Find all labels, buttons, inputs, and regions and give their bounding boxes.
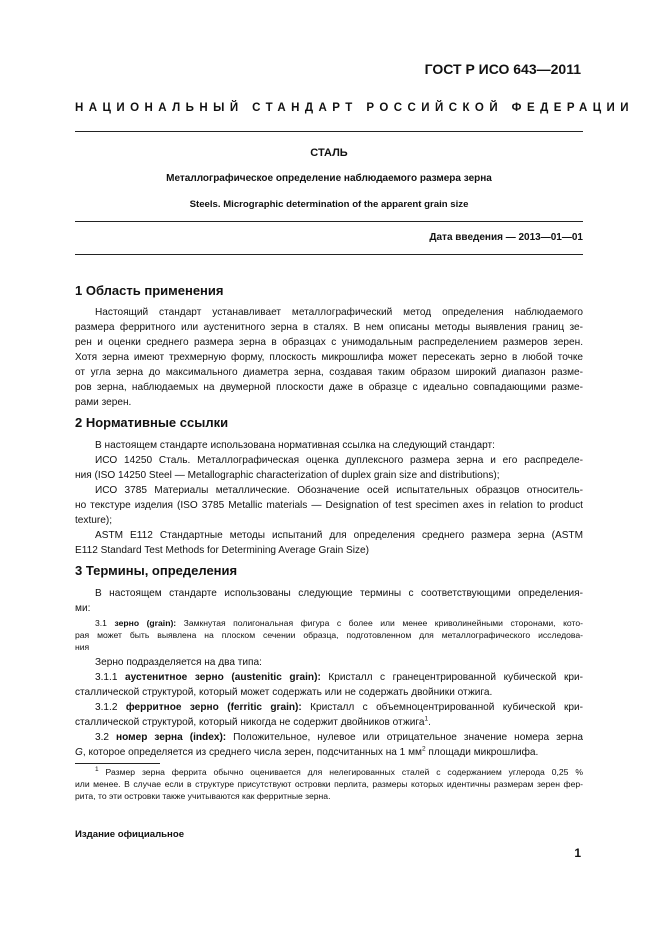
text-line: но текстуре изделия (ISO 3785 Metallic materials — Designation of test specimen axes in relation to product — [75, 500, 583, 511]
term-3-1-subdivision — [75, 655, 583, 760]
term-number: 3.1 — [95, 618, 107, 628]
text-line: ния (ISO 14250 Steel — Metallographic characterization of duplex grain size and distributions); — [75, 470, 500, 481]
section-2-body — [75, 438, 583, 558]
text-line: ИСО 14250 Сталь. Металлографическая оценка дуплексного размера зерна и его распределе- — [95, 455, 583, 466]
date-divider — [75, 254, 583, 255]
section-3-intro — [75, 586, 583, 616]
section-3-heading: 3 Термины, определения — [75, 563, 238, 578]
footnote — [75, 766, 583, 802]
section-1-body — [75, 305, 583, 410]
national-standard-banner: НАЦИОНАЛЬНЫЙ СТАНДАРТ РОССИЙСКОЙ ФЕДЕРАЦИИ — [75, 102, 634, 114]
text-line: площади микрошлифа. — [425, 747, 539, 758]
text-line: рая может быть выявлена на плоском сечении образца, подготовленном для металлографического исследова- — [75, 630, 583, 640]
footnote-text: Размер зерна феррита обычно оценивается для нелегированных сталей с содержанием углерода 0,25 % — [98, 767, 583, 777]
footnote-reference[interactable]: 1 — [424, 715, 429, 723]
section-1-heading: 1 Область применения — [75, 283, 224, 298]
footnote-marker: 1 — [95, 766, 99, 774]
text-line: ров зерна, наблюдаемых на двумерной плоскости даже в образце с идеально совпадающими разме- — [75, 382, 583, 393]
grain-number-symbol: G — [75, 747, 83, 758]
text-line: Зерно подразделяется на два типа: — [95, 657, 262, 668]
text-line: , которое определяется из среднего числа зерен, подсчитанных на 1 мм — [82, 747, 422, 758]
punctuation: . — [428, 717, 431, 728]
term-name: ферритное зерно (ferritic grain): — [125, 702, 302, 713]
term-number: 3.1.2 — [95, 702, 118, 713]
text-line: ИСО 3785 Материалы металлические. Обозначение осей испытательных образцов относитель- — [95, 485, 583, 496]
standard-code: ГОСТ Р ИСО 643—2011 — [424, 61, 581, 77]
text-line: В настоящем стандарте использована нормативная ссылка на следующий стандарт: — [95, 440, 495, 451]
term-definition: Кристалл с гранецентрированной кубической кри- — [328, 672, 583, 683]
text-line: от угла зерна до максимального диаметра зерна, создавая таким образом широкий диапазон разме- — [75, 367, 583, 378]
text-line: E112 Standard Test Methods for Determining Average Grain Size) — [75, 545, 369, 556]
text-line: или менее. В случае если в структуре присутствуют островки перлита, размеры которых идентичны размерам зерен фер- — [75, 779, 583, 789]
text-line: сталлической структурой, который никогда не содержит двойников отжига — [75, 717, 425, 728]
document-title: СТАЛЬ — [310, 147, 348, 159]
term-name: номер зерна (index): — [116, 732, 227, 743]
term-3-1 — [75, 617, 583, 653]
text-line: Хотя зерна имеют трехмерную форму, плоскость микрошлифа может пересекать зерно в любой точке — [75, 352, 583, 363]
header-divider — [75, 131, 583, 132]
document-subtitle-ru: Металлографическое определение наблюдаемого размера зерна — [166, 173, 492, 184]
text-line: ми: — [75, 603, 91, 614]
term-name: аустенитное зерно (austenitic grain): — [125, 672, 321, 683]
document-subtitle-en: Steels. Micrographic determination of the apparent grain size — [189, 199, 469, 210]
text-line: ния — [75, 642, 90, 652]
text-line: texture); — [75, 515, 113, 526]
text-line: рами зерен. — [75, 397, 132, 408]
official-edition-label: Издание официальное — [75, 829, 185, 840]
text-line: размера ферритного или аустенитного зерна в сталях. В нем описаны методы выявления границ зе- — [75, 322, 583, 333]
footnote-divider — [75, 763, 160, 764]
title-divider — [75, 221, 583, 222]
text-line: Настоящий стандарт устанавливает металлографический метод определения наблюдаемого — [95, 307, 583, 318]
text-line: рен и оценки среднего размера зерна в образцах с унимодальным распределением размеров зерен. — [75, 337, 583, 348]
section-2-heading: 2 Нормативные ссылки — [75, 415, 229, 430]
term-definition: Замкнутая полигональная фигура с более или менее криволинейными сторонами, кото- — [183, 618, 583, 628]
page-number: 1 — [574, 846, 581, 860]
term-number: 3.2 — [95, 732, 110, 743]
term-definition: Положительное, нулевое или отрицательное значение номера зерна — [233, 732, 584, 743]
term-name: зерно (grain): — [114, 618, 177, 628]
text-line: ASTM E112 Стандартные методы испытаний для определения среднего размера зерна (ASTM — [95, 530, 583, 541]
superscript: 2 — [421, 745, 426, 753]
term-definition: Кристалл с объемноцентрированной кубической кри- — [310, 702, 584, 713]
text-line: сталлической структурой, который может содержать или не содержать двойники отжига. — [75, 687, 493, 698]
term-number: 3.1.1 — [95, 672, 118, 683]
text-line: В настоящем стандарте использованы следующие термины с соответствующими определения- — [95, 588, 583, 599]
introduction-date: Дата введения — 2013—01—01 — [429, 232, 583, 243]
text-line: рита, то эти островки также учитываются как ферритные зерна. — [75, 791, 331, 801]
